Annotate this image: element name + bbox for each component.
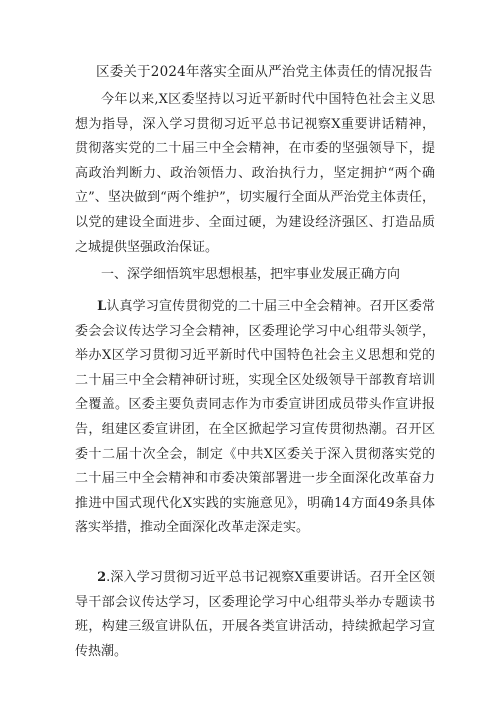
item-2-marker: 2 — [97, 570, 107, 585]
item-1-text: 认真学习宣传贯彻党的二十届三中全会精神。召开区委常委会会议传达学习全会精神，区委理论学习中心组带头领学，举办X区学习贯彻习近平新时代中国特色社会主义思想和党的二十届三中全会精神研讨班，实现全区处级领导干部教育培训全覆盖。区委主要负责同志作为市委宣讲团成员带头作宣讲报告，组建区委宣讲团，在全区掀起学习宣传贯彻热潮。召开区委十二届十次全会，制定《中共X区委关于深入贯彻落实党的二十届三中全会精神和市委决策部署进一步全面深化改革奋力推进中国式现代化X实践的实施意见》，明确14方面49条具体落实举措，推动全面深化改革走深走实。 — [75, 299, 435, 536]
item-1-paragraph — [75, 295, 435, 541]
document-title: 区委关于2024年落实全面从严治党主体责任的情况报告 — [96, 64, 433, 80]
item-2-text: .深入学习贯彻习近平总书记视察X重要讲话。召开全区领导干部会议传达学习，区委理论学习中心组带头举办专题读书班，构建三级宣讲队伍，开展各类宣讲活动，持续掀起学习宣传热潮。 — [75, 570, 435, 659]
item-2-paragraph — [75, 566, 435, 664]
intro-paragraph: 今年以来,X区委坚持以习近平新时代中国特色社会主义思想为指导，深入学习贯彻习近平总书记视察X重要讲话精神，贯彻落实党的二十届三中全会精神，在市委的坚强领导下，提高政治判断力、政治领悟力、政治执行力，坚定拥护“两个确立”、坚决做到“两个维护”，切实履行全面从严治党主体责任，以党的建设全面进步、全面过硬，为建设经济强区、打造品质之城提供坚强政治保证。 — [75, 92, 435, 255]
item-1-marker: L — [97, 299, 107, 314]
section-heading: 一、深学细悟筑牢思想根基，把牢事业发展正确方向 — [101, 267, 401, 282]
